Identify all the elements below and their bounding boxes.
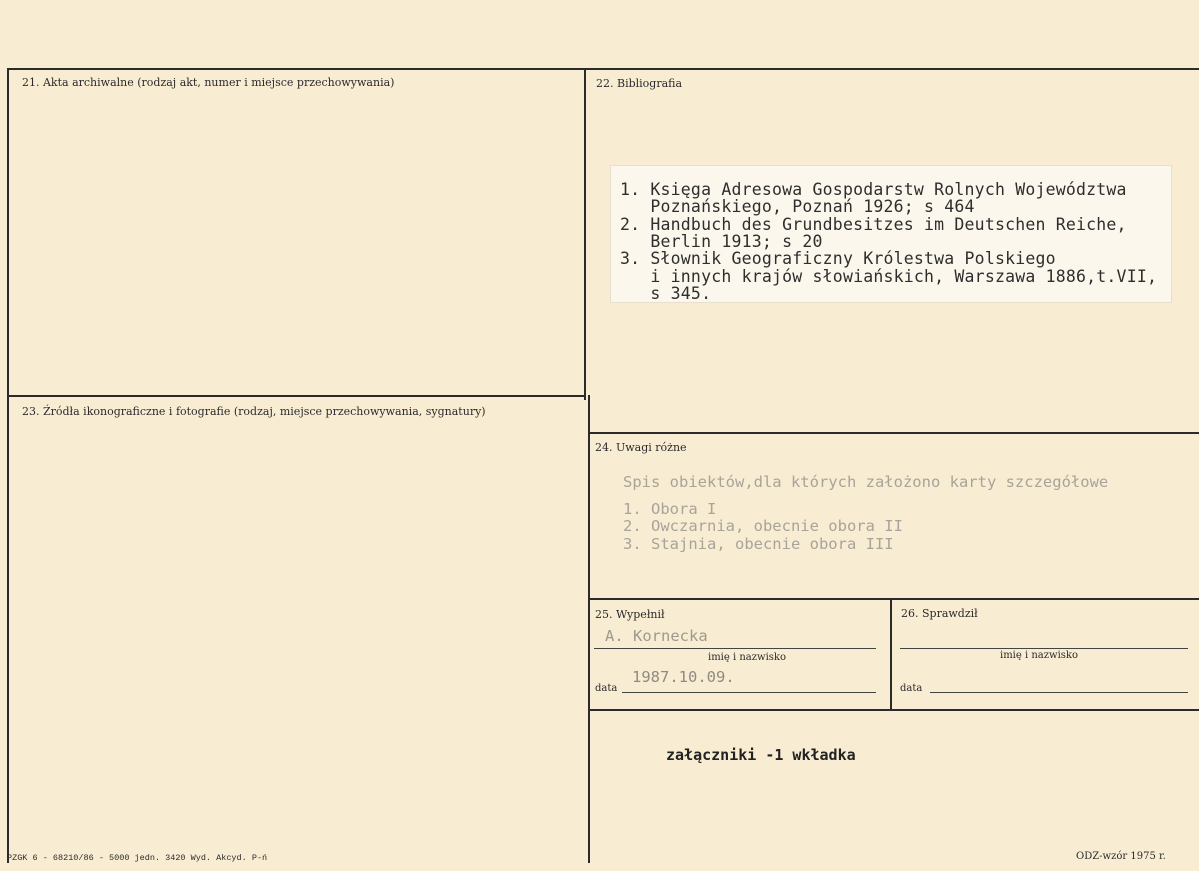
filled-by-name-line: [594, 648, 876, 649]
filled-by-name-caption: imię i nazwisko: [708, 652, 786, 663]
footer-print-info: PZGK 6 - 68210/86 - 5000 jedn. 3420 Wyd. Akcyd. P-ń: [7, 853, 268, 863]
section-22-label: 22. Bibliografia: [596, 77, 683, 90]
top-rule: [7, 68, 1199, 70]
section-21-label: 21. Akta archiwalne (rodzaj akt, numer i miejsce przechowywania): [22, 76, 395, 89]
rule-22-24: [588, 432, 1199, 434]
divider-25-26: [890, 598, 892, 710]
checked-by-name-line: [900, 648, 1188, 649]
center-divider-lower: [588, 395, 590, 863]
center-divider-upper: [584, 70, 586, 400]
checked-by-date-label: data: [900, 683, 923, 694]
remarks-heading: Spis obiektów,dla których założono karty szczegółowe: [623, 473, 1109, 491]
bibliography-line: 2. Handbuch des Grundbesitzes im Deutschen Reiche,: [620, 215, 1127, 234]
checked-by-name-caption: imię i nazwisko: [1000, 650, 1078, 661]
rule-25-attach: [588, 709, 1199, 711]
filled-by-date-line: [622, 692, 876, 693]
rule-21-23: [7, 395, 585, 397]
rule-24-25: [588, 598, 1199, 600]
bibliography-line: i innych krajów słowiańskich, Warszawa 1886,t.VII,: [620, 267, 1158, 286]
bibliography-line: 1. Księga Adresowa Gospodarstw Rolnych Województwa: [620, 180, 1127, 199]
filled-by-date: 1987.10.09.: [632, 668, 735, 686]
footer-form-version: ODZ-wzór 1975 r.: [1076, 851, 1166, 862]
remarks-item: 1. Obora I: [623, 500, 717, 518]
remarks-item: 2. Owczarnia, obecnie obora II: [623, 517, 903, 535]
section-25-label: 25. Wypełnił: [595, 608, 665, 621]
attachments-note: załączniki -1 wkładka: [666, 746, 856, 764]
section-26-label: 26. Sprawdził: [901, 607, 978, 620]
bibliography-line: Poznańskiego, Poznań 1926; s 464: [620, 197, 975, 216]
section-24-label: 24. Uwagi różne: [595, 441, 687, 454]
bibliography-line: Berlin 1913; s 20: [620, 232, 823, 251]
bibliography-line: 3. Słownik Geograficzny Królestwa Polskiego: [620, 249, 1056, 268]
filled-by-date-label: data: [595, 683, 618, 694]
section-23-label: 23. Źródła ikonograficzne i fotografie (rodzaj, miejsce przechowywania, sygnatury): [22, 405, 486, 418]
filled-by-name: A. Kornecka: [605, 627, 708, 645]
left-border: [7, 68, 9, 863]
bibliography-line: s 345.: [620, 284, 712, 303]
checked-by-date-line: [930, 692, 1188, 693]
remarks-item: 3. Stajnia, obecnie obora III: [623, 535, 894, 553]
